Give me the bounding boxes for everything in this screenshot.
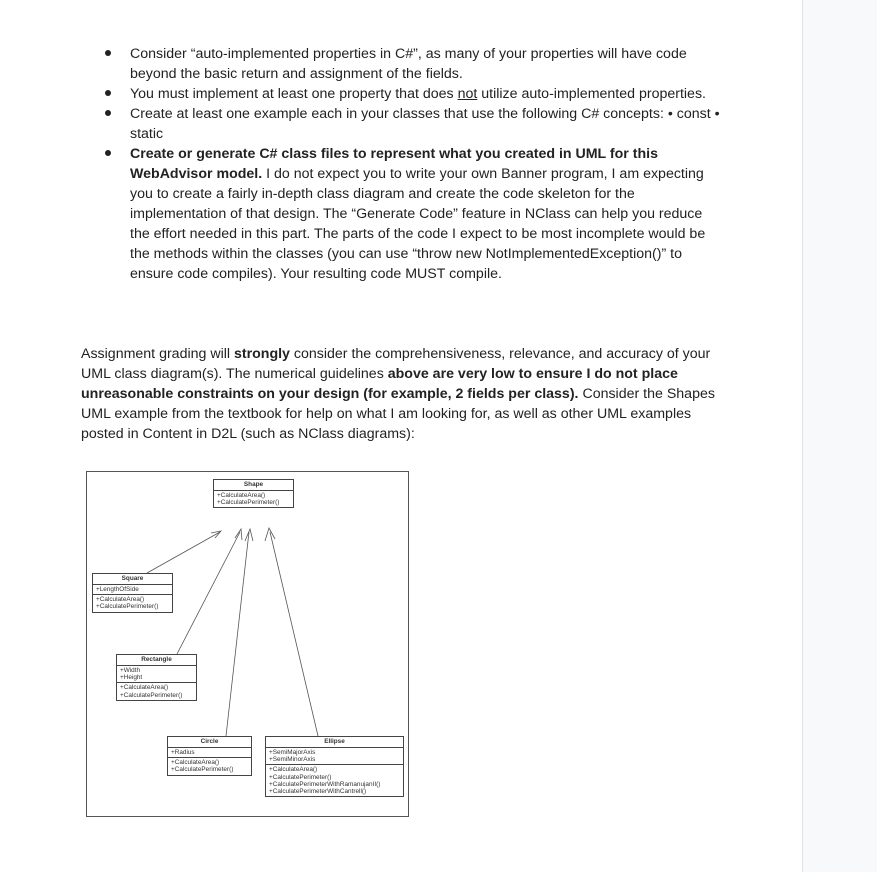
- grading-paragraph: [81, 344, 721, 444]
- uml-class-ellipse: [265, 736, 404, 797]
- bold-text-run: strongly: [233, 346, 290, 362]
- uml-member: +CalculateArea(): [217, 492, 266, 499]
- method-list: [214, 491, 293, 507]
- class-name: Ellipse: [266, 737, 403, 748]
- uml-member: +CalculatePerimeter(): [269, 773, 332, 781]
- uml-member: +Width: [120, 667, 141, 674]
- class-name: Shape: [214, 480, 293, 491]
- field-list: [168, 748, 251, 758]
- bullet-item: [0, 144, 720, 284]
- bullet-item: [0, 44, 720, 84]
- underlined-text-run: not: [457, 86, 478, 102]
- bullet-text: [130, 46, 687, 82]
- right-side-panel: [802, 0, 877, 872]
- text-run: I do not expect you to write your own Banner program, I am expecting you to create a fairly in-depth class diagram and create the code skeleton for the implementation of that design. The “Generate Code” feature in NClass can help you reduce the effort needed in this part. The parts of the code I expect to be most incomplete would be the methods within the classes (you can use “throw new NotImplementedException()” to ensure code compiles). Your resulting code MUST compile.: [130, 166, 706, 282]
- bold-text-run: above are very low to ensure I do not place unreasonable constraints on your design (for example, 2 fields per class).: [81, 366, 678, 402]
- uml-member: +CalculateArea(): [96, 596, 145, 604]
- bullet-item: [0, 84, 720, 104]
- uml-member: +Height: [120, 674, 143, 682]
- uml-member: +CalculatePerimeter(): [96, 603, 159, 611]
- bullet-text: [130, 86, 706, 102]
- bullet-text: [130, 146, 705, 282]
- bold-text-run: Create or generate C# class files to represent what you created in UML for this WebAdvisor model.: [130, 146, 658, 182]
- bullet-text: [130, 106, 720, 142]
- uml-member: +LengthOfSide: [96, 586, 139, 593]
- bullet-dot: [105, 90, 111, 96]
- method-list: [266, 765, 403, 796]
- uml-member: +SemiMinorAxis: [269, 756, 316, 764]
- class-name: Square: [93, 574, 172, 585]
- text-run: Consider the Shapes UML example from the textbook for help on what I am looking for, as well as other UML examples posted in Content in D2L (such as NClass diagrams):: [81, 386, 715, 442]
- uml-member: +Radius: [171, 749, 195, 756]
- uml-class-rectangle: [116, 654, 197, 701]
- uml-member: +CalculateArea(): [171, 759, 220, 767]
- uml-member: +CalculatePerimeter(): [171, 766, 234, 774]
- field-list: [266, 748, 403, 765]
- ellipse-inheritance-line: [270, 532, 318, 736]
- uml-member: +CalculatePerimeterWithCantrell(): [269, 788, 367, 796]
- uml-member: +CalculatePerimeter(): [217, 499, 280, 507]
- method-list: [168, 758, 251, 774]
- uml-class-diagram: [86, 471, 409, 817]
- text-run: Create at least one example each in your classes that use the following C# concepts: • const • static: [130, 106, 720, 142]
- uml-class-circle: [167, 736, 252, 776]
- uml-member: +CalculateArea(): [269, 766, 318, 774]
- text-run: consider the comprehensiveness, relevance, and accuracy of your UML class diagram(s). The numerical guidelines: [81, 346, 711, 382]
- uml-member: +CalculatePerimeter(): [120, 691, 183, 699]
- text-run: Assignment grading will: [81, 346, 234, 362]
- uml-member: +CalculatePerimeterWithRamanujanII(): [269, 780, 381, 788]
- bullet-dot: [105, 150, 111, 156]
- text-run: You must implement at least one property that does: [130, 86, 458, 102]
- class-name: Rectangle: [117, 655, 196, 666]
- uml-member: +SemiMajorAxis: [269, 749, 316, 756]
- bullet-item: [0, 104, 720, 144]
- field-list: [93, 585, 172, 595]
- text-run: Consider “auto-implemented properties in C#”, as many of your properties will have code beyond the basic return and assignment of the fields.: [130, 46, 687, 82]
- method-list: [93, 595, 172, 611]
- field-list: [117, 666, 196, 683]
- text-run: utilize auto-implemented properties.: [477, 86, 706, 102]
- uml-member: +CalculateArea(): [120, 684, 169, 692]
- square-inheritance-line: [147, 532, 220, 573]
- uml-class-square: [92, 573, 173, 613]
- requirements-list: [0, 44, 720, 284]
- method-list: [117, 683, 196, 699]
- bullet-dot: [105, 50, 111, 56]
- circle-inheritance-line: [226, 532, 249, 736]
- ellipse-arrowhead: [265, 528, 275, 541]
- class-name: Circle: [168, 737, 251, 748]
- uml-class-shape: [213, 479, 294, 508]
- rectangle-inheritance-line: [177, 532, 240, 654]
- bullet-dot: [105, 110, 111, 116]
